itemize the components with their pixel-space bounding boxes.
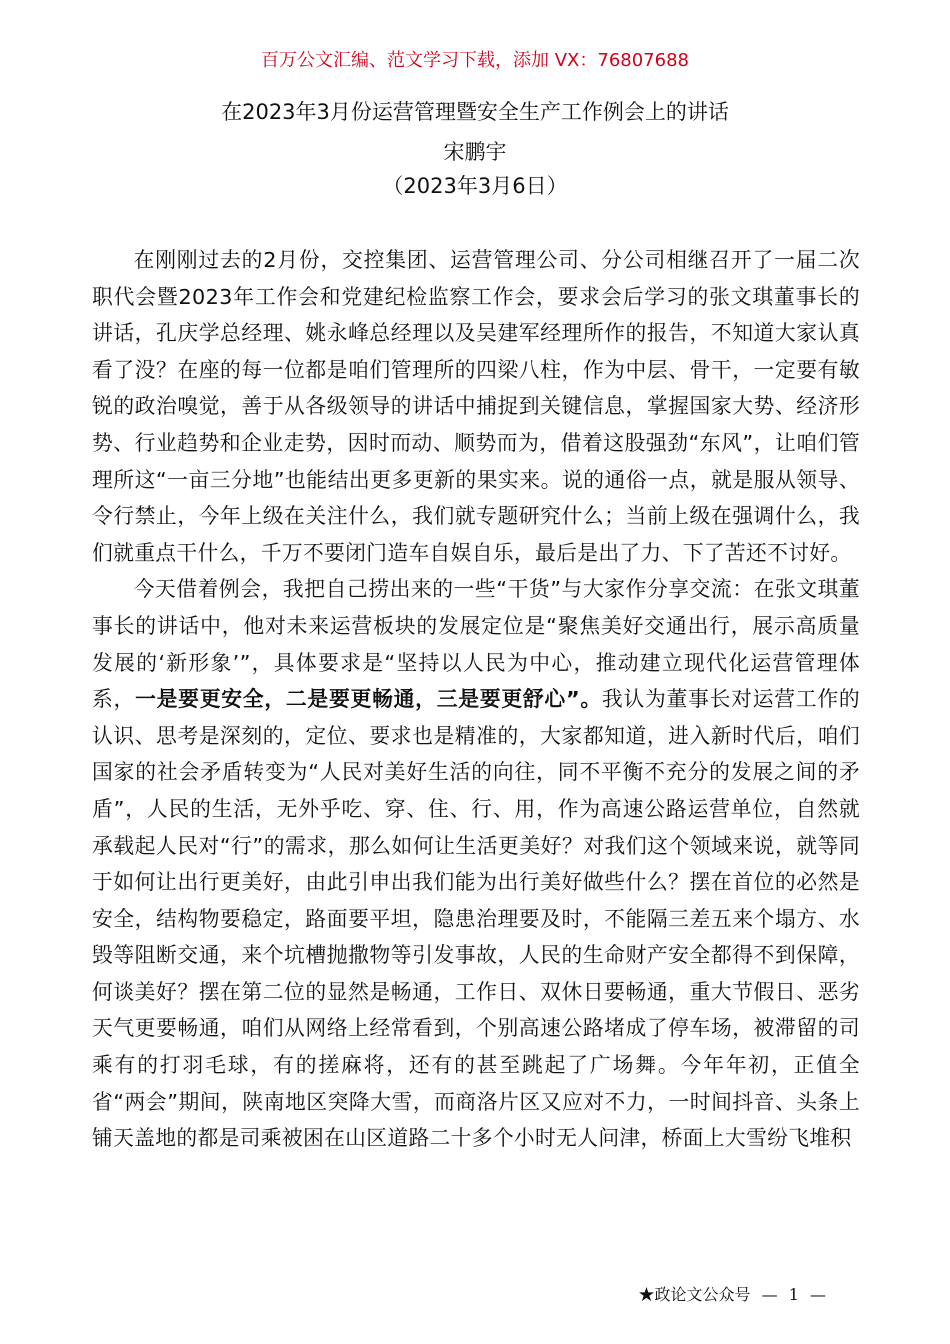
footer-dash-right: — — [810, 1285, 826, 1304]
paragraph-1: 在刚刚过去的2月份，交控集团、运营管理公司、分公司相继召开了一届二次职代会暨2023年工作会和党建纪检监察工作会，要求会后学习的张文琪董事长的讲话，孔庆学总经理、姚永峰总经理以及吴建军经理所作的报告，不知道大家认真看了没？在座的每一位都是咱们管理所的四梁八柱，作为中层、骨干，一定要有敏锐的政治嗅觉，善于从各级领导的讲话中捕捉到关键信息，掌握国家大势、经济形势、行业趋势和企业走势，因时而动、顺势而为，借着这股强劲“东风”，让咱们管理所这“一亩三分地”也能结出更多更新的果实来。说的通俗一点，就是服从领导、令行禁止，今年上级在关注什么，我们就专题研究什么；当前上级在强调什么，我们就重点干什么，千万不要闭门造车自娱自乐，最后是出了力、下了苦还不讨好。 — [92, 248, 860, 565]
paragraph-2-text-b: 我认为董事长对运营工作的认识、思考是深刻的，定位、要求也是精准的，大家都知道，进入新时代后，咱们国家的社会矛盾转变为“人民对美好生活的向往，同不平衡不充分的发展之间的矛盾”，人民的生活，无外乎吃、穿、住、行、用，作为高速公路运营单位，自然就承载起人民对“行”的需求，那么如何让生活更美好？对我们这个领域来说，就等同于如何让出行更美好，由此引申出我们能为出行美好做些什么？摆在首位的必然是安全，结构物要稳定，路面要平坦，隐患治理要及时，不能隔三差五来个塌方、水毁等阻断交通，来个坑槽抛撒物等引发事故，人民的生命财产安全都得不到保障，何谈美好？摆在第二位的显然是畅通，工作日、双休日要畅通，重大节假日、恶劣天气更要畅通，咱们从网络上经常看到，个别高速公路堵成了停车场，被滞留的司乘有的打羽毛球，有的搓麻将，还有的甚至跳起了广场舞。今年年初，正值全省“两会”期间，陕南地区突降大雪，而商洛片区又应对不力，一时间抖音、头条上铺天盖地的都是司乘被困在山区道路二十多个小时无人问津，桥面上大雪纷飞堆积 — [92, 687, 860, 1151]
page-footer — [639, 1284, 832, 1306]
paragraph-2-emphasis: 一是要更安全，二是要更畅通，三是要更舒心”。 — [135, 687, 602, 712]
footer-dash-left: — — [761, 1285, 778, 1304]
document-title: 在2023年3月份运营管理暨安全生产工作例会上的讲话 — [221, 100, 729, 124]
document-author: 宋鹏宇 — [443, 140, 507, 164]
paragraph-2 — [92, 571, 860, 1157]
watermark-banner: 百万公文汇编、范文学习下载，添加 VX：76807688 — [261, 50, 689, 71]
footer-source: ★政论文公众号 — [638, 1285, 751, 1304]
page-number: 1 — [788, 1285, 799, 1304]
document-body — [92, 242, 860, 1157]
document-date: （2023年3月6日） — [382, 174, 568, 198]
paragraph-2-text-a: 今天借着例会，我把自己捞出来的一些“干货”与大家作分享交流：在张文琪董事长的讲话中，他对未来运营板块的发展定位是“聚焦美好交通出行，展示高质量发展的‘新形象’”，具体要求是“坚持以人民为中心，推动建立现代化运营管理体系， — [92, 577, 860, 712]
